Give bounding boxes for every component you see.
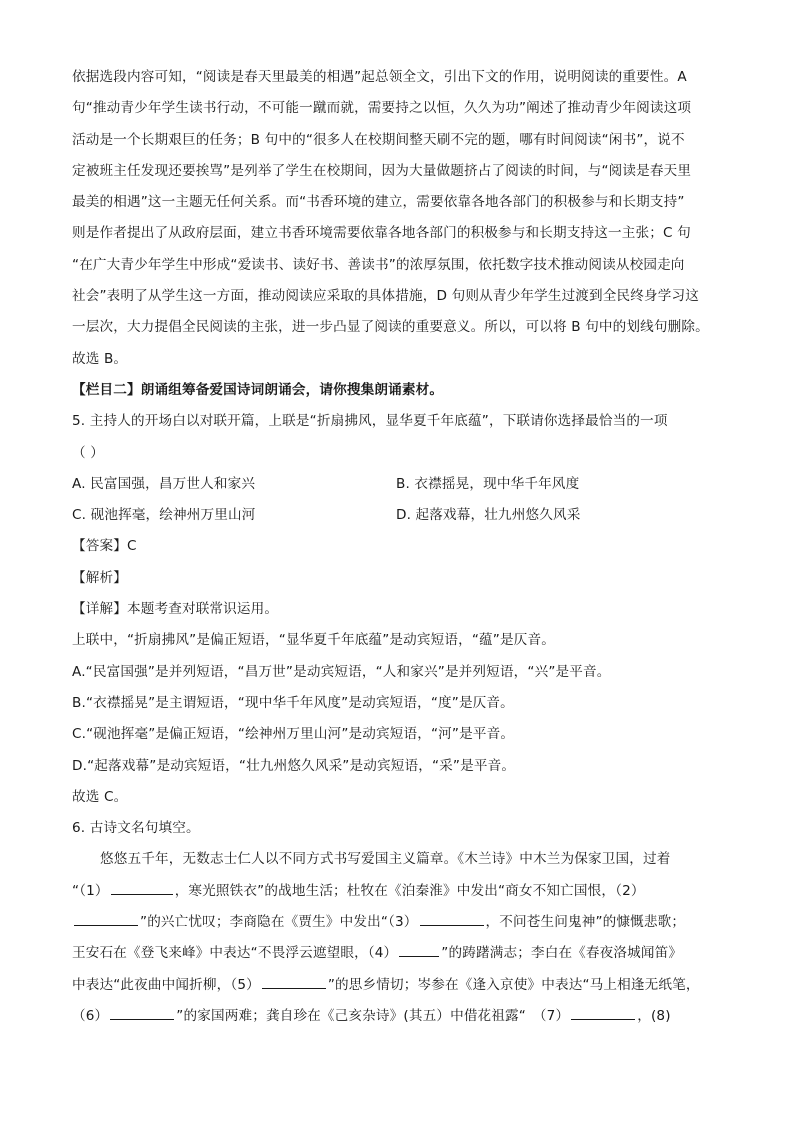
answer-label: 【答案】C	[72, 538, 137, 555]
text-line: 最美的相遇”这一主题无任何关系。而“书香环境的建立，需要依靠各地各部门的积极参与和长期支持”	[72, 194, 685, 211]
fill-text-line	[72, 907, 724, 938]
text-line: 一层次，大力提倡全民阅读的主张，进一步凸显了阅读的重要意义。所以，可以将 B 句中的划线句删除。	[72, 319, 709, 336]
fill-text-line	[72, 970, 724, 1001]
option-a: A. 民富国强，昌万世人和家兴	[72, 475, 256, 492]
question-5	[72, 406, 724, 813]
text-span: ，寒光照铁衣”的战地生活；杜牧在《泊秦淮》中发出“商女不知亡国恨，（2）	[174, 882, 645, 899]
text-span: （6）	[72, 1007, 109, 1024]
fill-blank-4[interactable]	[399, 955, 439, 957]
option-row	[72, 469, 724, 500]
option-d: D. 起落戏幕，壮九州悠久风采	[396, 507, 581, 524]
text-span: ”的家国两难；龚自珍在《己亥杂诗》(其五）中借花祖露“ （7）	[176, 1007, 570, 1024]
text-line: 社会”表明了从学生这一方面，推动阅读应采取的具体措施，D 句则从青少年学生过渡到全民终身学习这	[72, 288, 700, 305]
option-row	[72, 500, 724, 531]
answer-conclusion: 故选 C。	[72, 788, 128, 805]
question-stem: 6. 古诗文名句填空。	[72, 820, 200, 837]
text-span: ”的思乡情切；岑参在《逢入京使》中表达“马上相逢无纸笔，	[327, 976, 700, 993]
option-c: C. 砚池挥毫，绘神州万里山河	[72, 507, 256, 524]
text-line: 定被班主任发现还要挨骂”是列举了学生在校期间，因为大量做题挤占了阅读的时间，与“阅读是春天里	[72, 162, 692, 179]
fill-text-line: 悠悠五千年，无数志士仁人以不同方式书写爱国主义篇章。《木兰诗》中木兰为保家卫国，过着	[100, 851, 671, 868]
text-span: ，(8)	[637, 1007, 671, 1024]
explain-line: A.“民富国强”是并列短语，“昌万世”是动宾短语，“人和家兴”是并列短语，“兴”是平音。	[72, 663, 611, 680]
answer-conclusion: 故选 B。	[72, 350, 128, 367]
fill-blank-7[interactable]	[571, 1018, 635, 1020]
analysis-paragraph	[72, 62, 724, 344]
explain-line: B.“衣襟摇晃”是主谓短语，“现中华千年风度”是动宾短语，“度”是仄音。	[72, 694, 514, 711]
text-line: 依据选段内容可知，“阅读是春天里最美的相遇”起总领全文，引出下文的作用，说明阅读的重要性。A	[72, 69, 687, 85]
fill-text-line	[72, 1001, 724, 1032]
fill-text-line	[72, 876, 724, 907]
text-span: ”的兴亡忧叹；李商隐在《贾生》中发出“（3）	[140, 914, 418, 931]
text-line: “在广大青少年学生中形成“爱读书、读好书、善读书”的浓厚氛围，依托数字技术推动阅读从校园走向	[72, 256, 685, 273]
detail-label: 【详解】本题考查对联常识运用。	[72, 601, 279, 618]
section-title: 【栏目二】朗诵组筹备爱国诗词朗诵会，请你搜集朗诵素材。	[72, 381, 444, 398]
fill-blank-5[interactable]	[262, 987, 326, 989]
text-span: 中表达“此夜曲中闻折柳，（5）	[72, 976, 260, 993]
text-line: 句“推动青少年学生读书行动，不可能一蹴而就，需要持之以恒，久久为功”阐述了推动青少年阅读这项	[72, 100, 692, 117]
text-line: 活动是一个长期艰巨的任务；B 句中的“很多人在校期间整天刷不完的题，哪有时间阅读“闲书”，说不	[72, 131, 685, 148]
question-stem: 5. 主持人的开场白以对联开篇，上联是“折扇拂风，显华夏千年底蕴”，下联请你选择最恰当的一项	[72, 413, 668, 430]
explain-line: C.“砚池挥毫”是偏正短语，“绘神州万里山河”是动宾短语，“河”是平音。	[72, 726, 515, 743]
fill-text-line	[72, 938, 724, 969]
text-span: “（1）	[72, 882, 109, 899]
explain-line: D.“起落戏幕”是动宾短语，“壮九州悠久风采”是动宾短语，“采”是平音。	[72, 757, 516, 774]
text-line: 则是作者提出了从政府层面，建立书香环境需要依靠各地各部门的积极参与和长期支持这一主张；C 句	[72, 225, 691, 242]
fill-blank-6[interactable]	[110, 1018, 174, 1020]
explain-line: 上联中，“折扇拂风”是偏正短语，“显华夏千年底蕴”是动宾短语，“蕴”是仄音。	[72, 632, 555, 649]
answer-parentheses: （ ）	[72, 444, 104, 461]
fill-blank-3[interactable]	[420, 924, 484, 926]
document-page	[72, 62, 724, 1032]
text-span: ，不问苍生问鬼神”的慷慨悲歌；	[485, 914, 686, 931]
question-6	[72, 813, 724, 1032]
analysis-label: 【解析】	[72, 569, 127, 586]
text-span: ”的踌躇满志；李白在《春夜洛城闻笛》	[441, 945, 683, 962]
text-span: 王安石在《登飞来峰》中表达“不畏浮云遮望眼，（4）	[72, 945, 398, 962]
fill-blank-1[interactable]	[111, 893, 173, 895]
option-b: B. 衣襟摇晃，现中华千年风度	[396, 475, 580, 492]
fill-blank-2[interactable]	[74, 924, 138, 926]
